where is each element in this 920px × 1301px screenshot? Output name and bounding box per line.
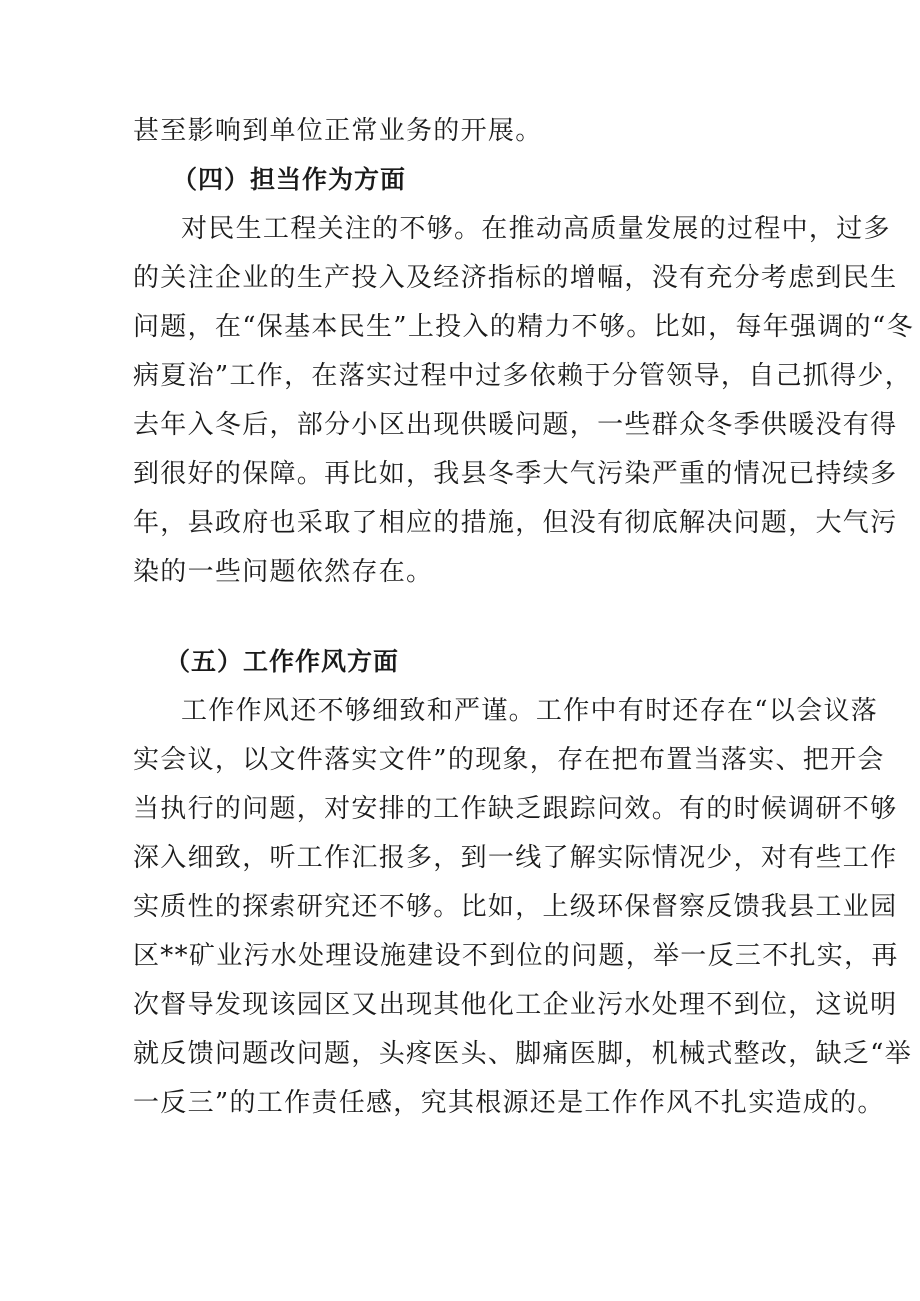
section-5-line-9: 一反三”的工作责任感，究其根源还是工作作风不扎实造成的。 <box>133 1088 885 1118</box>
section-4-heading: （四）担当作为方面 <box>172 165 407 194</box>
section-5-line-1: 工作作风还不够细致和严谨。工作中有时还存在“以会议落 <box>181 696 879 726</box>
section-4-line-5: 去年入冬后，部分小区出现供暖问题，一些群众冬季供暖没有得 <box>133 410 898 440</box>
section-5-line-5: 实质性的探索研究还不够。比如，上级环保督察反馈我县工业园 <box>133 892 898 922</box>
section-5-line-7: 次督导发现该园区又出现其他化工企业污水处理不到位，这说明 <box>133 990 898 1020</box>
section-5-line-4: 深入细致，听工作汇报多，到一线了解实际情况少，对有些工作 <box>133 843 898 873</box>
section-4-line-1: 对民生工程关注的不够。在推动高质量发展的过程中，过多 <box>181 214 891 244</box>
section-4-line-6: 到很好的保障。再比如，我县冬季大气污染严重的情况已持续多 <box>133 459 898 489</box>
section-5-line-8: 就反馈问题改问题，头疼医头、脚痛医脚，机械式整改，缺乏“举 <box>133 1039 912 1069</box>
intro-line: 甚至影响到单位正常业务的开展。 <box>133 116 543 146</box>
section-4-line-7: 年，县政府也采取了相应的措施，但没有彻底解决问题，大气污 <box>133 508 898 538</box>
section-5-heading: （五）工作作风方面 <box>165 647 400 676</box>
section-5-line-2: 实会议，以文件落实文件”的现象，存在把布置当落实、把开会 <box>133 745 885 775</box>
section-4-line-4: 病夏治”工作，在落实过程中过多依赖于分管领导，自己抓得少， <box>133 361 912 391</box>
section-5-line-6: 区**矿业污水处理设施建设不到位的问题，举一反三不扎实，再 <box>133 941 899 971</box>
section-4-line-3: 问题，在“保基本民生”上投入的精力不够。比如，每年强调的“冬 <box>133 312 914 342</box>
section-4-line-8: 染的一些问题依然存在。 <box>133 557 434 587</box>
section-4-line-2: 的关注企业的生产投入及经济指标的增幅，没有充分考虑到民生 <box>133 263 898 293</box>
section-5-line-3: 当执行的问题，对安排的工作缺乏跟踪问效。有的时候调研不够 <box>133 794 898 824</box>
